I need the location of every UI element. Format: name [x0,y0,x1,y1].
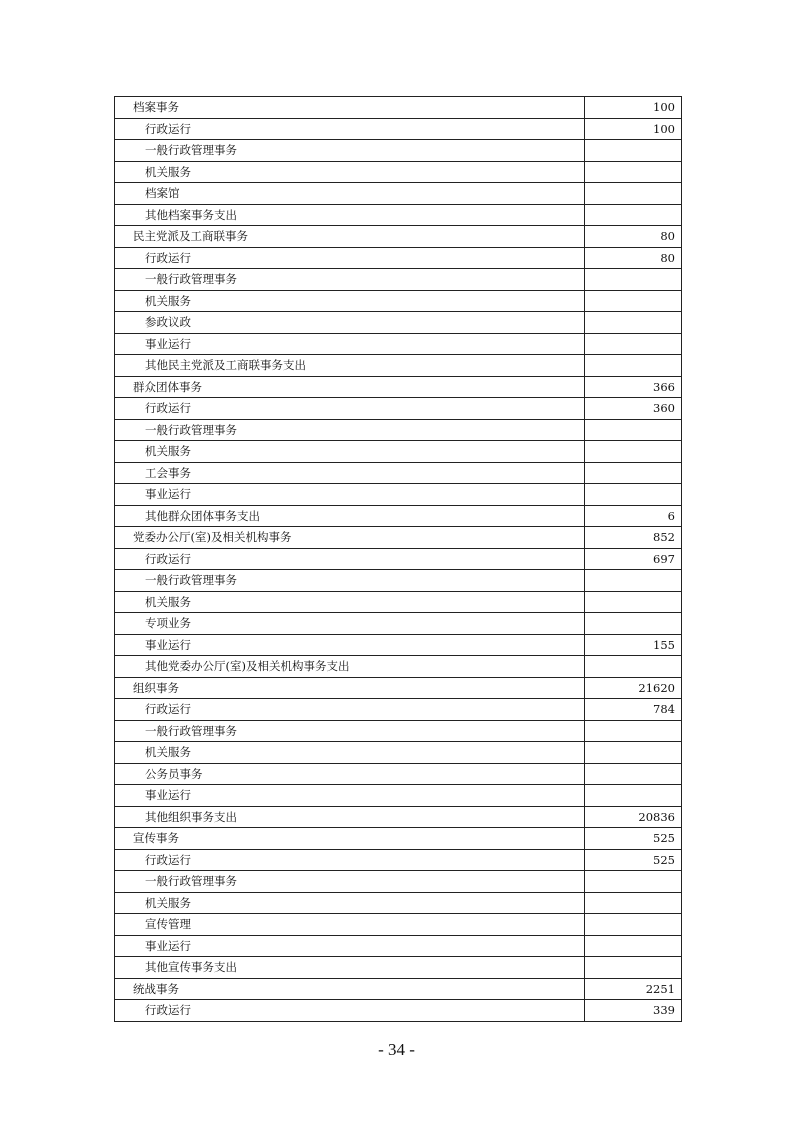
row-label: 行政运行 [115,398,585,420]
row-value [585,312,682,334]
row-value: 21620 [585,677,682,699]
row-value [585,785,682,807]
subcategory-row [115,763,682,785]
row-label: 事业运行 [115,634,585,656]
row-value: 697 [585,548,682,570]
subcategory-row [115,742,682,764]
subcategory-row [115,1000,682,1022]
row-label: 其他党委办公厅(室)及相关机构事务支出 [115,656,585,678]
row-label: 机关服务 [115,290,585,312]
subcategory-row [115,656,682,678]
subcategory-row [115,892,682,914]
row-value [585,161,682,183]
row-label: 公务员事务 [115,763,585,785]
row-label: 行政运行 [115,118,585,140]
row-value [585,204,682,226]
subcategory-row [115,548,682,570]
row-value [585,871,682,893]
subcategory-row [115,419,682,441]
row-value [585,183,682,205]
subcategory-row [115,161,682,183]
row-value: 360 [585,398,682,420]
row-value [585,419,682,441]
row-label: 一般行政管理事务 [115,269,585,291]
category-row [115,97,682,119]
subcategory-row [115,333,682,355]
row-value: 6 [585,505,682,527]
row-value: 80 [585,226,682,248]
row-value [585,892,682,914]
subcategory-row [115,505,682,527]
row-label: 行政运行 [115,1000,585,1022]
subcategory-row [115,183,682,205]
row-label: 一般行政管理事务 [115,720,585,742]
row-value [585,613,682,635]
row-value: 100 [585,118,682,140]
row-label: 事业运行 [115,785,585,807]
subcategory-row [115,914,682,936]
row-label: 一般行政管理事务 [115,871,585,893]
subcategory-row [115,613,682,635]
subcategory-row [115,935,682,957]
row-label: 行政运行 [115,247,585,269]
row-value: 100 [585,97,682,119]
row-label: 宣传事务 [115,828,585,850]
row-label: 事业运行 [115,333,585,355]
page-number: - 34 - [378,1040,415,1059]
subcategory-row [115,312,682,334]
row-value [585,269,682,291]
subcategory-row [115,785,682,807]
subcategory-row [115,118,682,140]
subcategory-row [115,355,682,377]
row-label: 工会事务 [115,462,585,484]
row-label: 参政议政 [115,312,585,334]
row-label: 行政运行 [115,849,585,871]
row-value [585,957,682,979]
row-value [585,140,682,162]
row-value [585,484,682,506]
row-value: 339 [585,1000,682,1022]
row-label: 事业运行 [115,935,585,957]
row-label: 宣传管理 [115,914,585,936]
subcategory-row [115,634,682,656]
subcategory-row [115,591,682,613]
row-value [585,935,682,957]
row-label: 专项业务 [115,613,585,635]
row-value [585,742,682,764]
row-label: 群众团体事务 [115,376,585,398]
row-value: 2251 [585,978,682,1000]
row-label: 其他民主党派及工商联事务支出 [115,355,585,377]
category-row [115,978,682,1000]
subcategory-row [115,140,682,162]
row-value [585,914,682,936]
subcategory-row [115,957,682,979]
category-row [115,376,682,398]
row-label: 一般行政管理事务 [115,570,585,592]
row-label: 其他群众团体事务支出 [115,505,585,527]
row-value: 525 [585,849,682,871]
subcategory-row [115,462,682,484]
row-value: 20836 [585,806,682,828]
row-label: 党委办公厅(室)及相关机构事务 [115,527,585,549]
budget-table [114,96,682,1022]
row-value [585,656,682,678]
row-value [585,462,682,484]
row-label: 机关服务 [115,892,585,914]
row-label: 机关服务 [115,591,585,613]
subcategory-row [115,247,682,269]
row-value [585,720,682,742]
subcategory-row [115,441,682,463]
row-value: 784 [585,699,682,721]
row-value [585,570,682,592]
row-label: 机关服务 [115,742,585,764]
subcategory-row [115,204,682,226]
subcategory-row [115,290,682,312]
subcategory-row [115,871,682,893]
category-row [115,677,682,699]
subcategory-row [115,570,682,592]
subcategory-row [115,806,682,828]
subcategory-row [115,484,682,506]
subcategory-row [115,398,682,420]
row-value: 80 [585,247,682,269]
row-label: 档案事务 [115,97,585,119]
row-label: 其他宣传事务支出 [115,957,585,979]
row-label: 一般行政管理事务 [115,140,585,162]
row-value: 852 [585,527,682,549]
row-label: 其他档案事务支出 [115,204,585,226]
category-row [115,828,682,850]
budget-table-body [115,97,682,1022]
subcategory-row [115,849,682,871]
row-value [585,355,682,377]
row-label: 行政运行 [115,548,585,570]
row-value: 366 [585,376,682,398]
row-value [585,591,682,613]
category-row [115,527,682,549]
row-label: 统战事务 [115,978,585,1000]
row-value [585,441,682,463]
subcategory-row [115,269,682,291]
row-label: 其他组织事务支出 [115,806,585,828]
row-label: 机关服务 [115,161,585,183]
row-label: 行政运行 [115,699,585,721]
subcategory-row [115,699,682,721]
subcategory-row [115,720,682,742]
row-value: 525 [585,828,682,850]
row-value [585,290,682,312]
row-label: 事业运行 [115,484,585,506]
row-label: 机关服务 [115,441,585,463]
category-row [115,226,682,248]
row-value [585,333,682,355]
row-label: 组织事务 [115,677,585,699]
row-label: 民主党派及工商联事务 [115,226,585,248]
row-value: 155 [585,634,682,656]
row-label: 一般行政管理事务 [115,419,585,441]
row-value [585,763,682,785]
row-label: 档案馆 [115,183,585,205]
